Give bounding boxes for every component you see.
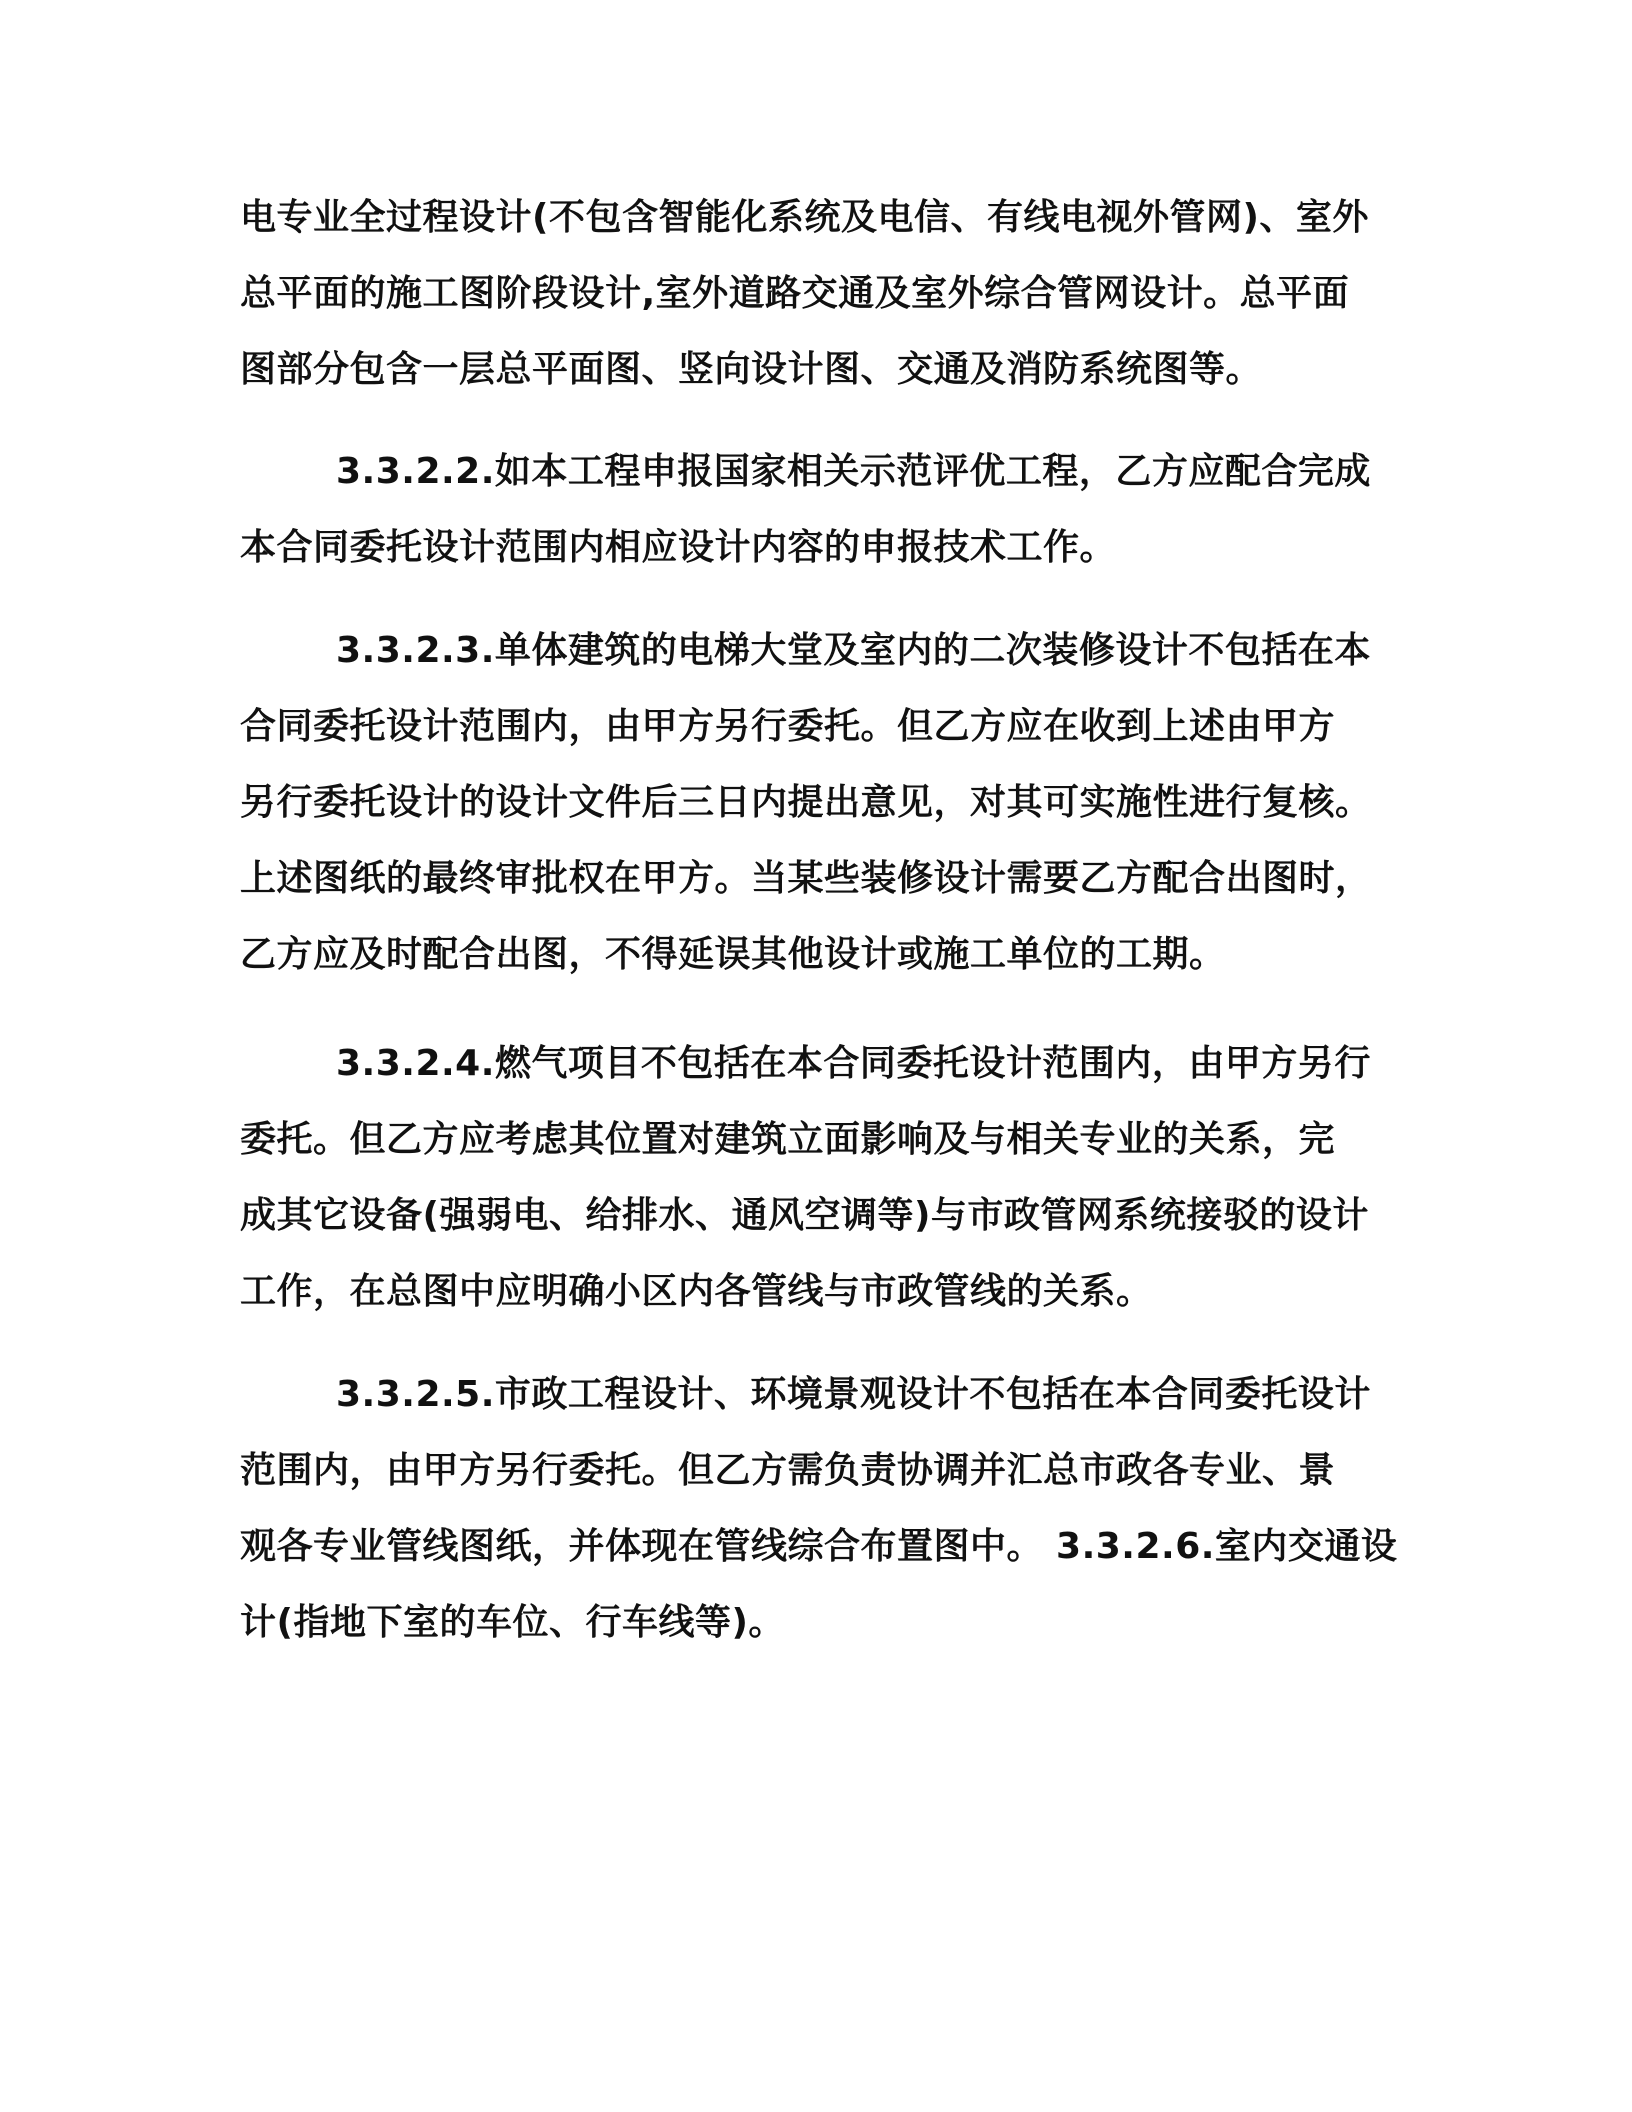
- text-line: 合同委托设计范围内，由甲方另行委托。但乙方应在收到上述由甲方: [240, 706, 1336, 747]
- text-line: 范围内，由甲方另行委托。但乙方需负责协调并汇总市政各专业、景: [240, 1450, 1336, 1491]
- text-line: 工作，在总图中应明确小区内各管线与市政管线的关系。: [240, 1271, 1153, 1312]
- text-line: 委托。但乙方应考虑其位置对建筑立面影响及与相关专业的关系，完: [240, 1119, 1336, 1160]
- text-line: 上述图纸的最终审批权在甲方。当某些装修设计需要乙方配合出图时，: [240, 858, 1372, 899]
- text-line: 总平面的施工图阶段设计,室外道路交通及室外综合管网设计。总平面: [240, 273, 1350, 314]
- text-line: 成其它设备(强弱电、给排水、通风空调等)与市政管网系统接驳的设计: [240, 1195, 1369, 1236]
- paragraph-line: 3.3.2.5.市政工程设计、环境景观设计不包括在本合同委托设计: [336, 1374, 1371, 1415]
- text-line: 本合同委托设计范围内相应设计内容的申报技术工作。: [240, 527, 1117, 568]
- text-line: 图部分包含一层总平面图、竖向设计图、交通及消防系统图等。: [240, 349, 1263, 390]
- text-line: 观各专业管线图纸，并体现在管线综合布置图中。 3.3.2.6.室内交通设: [240, 1526, 1398, 1567]
- text-line: 乙方应及时配合出图，不得延误其他设计或施工单位的工期。: [240, 934, 1226, 975]
- paragraph-line: 3.3.2.3.单体建筑的电梯大堂及室内的二次装修设计不包括在本: [336, 630, 1371, 671]
- text-line: 计(指地下室的车位、行车线等)。: [240, 1602, 785, 1643]
- text-line: 电专业全过程设计(不包含智能化系统及电信、有线电视外管网)、室外: [240, 197, 1369, 238]
- paragraph-line: 3.3.2.4.燃气项目不包括在本合同委托设计范围内，由甲方另行: [336, 1043, 1371, 1084]
- paragraph-line: 3.3.2.2.如本工程申报国家相关示范评优工程，乙方应配合完成: [336, 451, 1371, 492]
- text-line: 另行委托设计的设计文件后三日内提出意见，对其可实施性进行复核。: [240, 782, 1372, 823]
